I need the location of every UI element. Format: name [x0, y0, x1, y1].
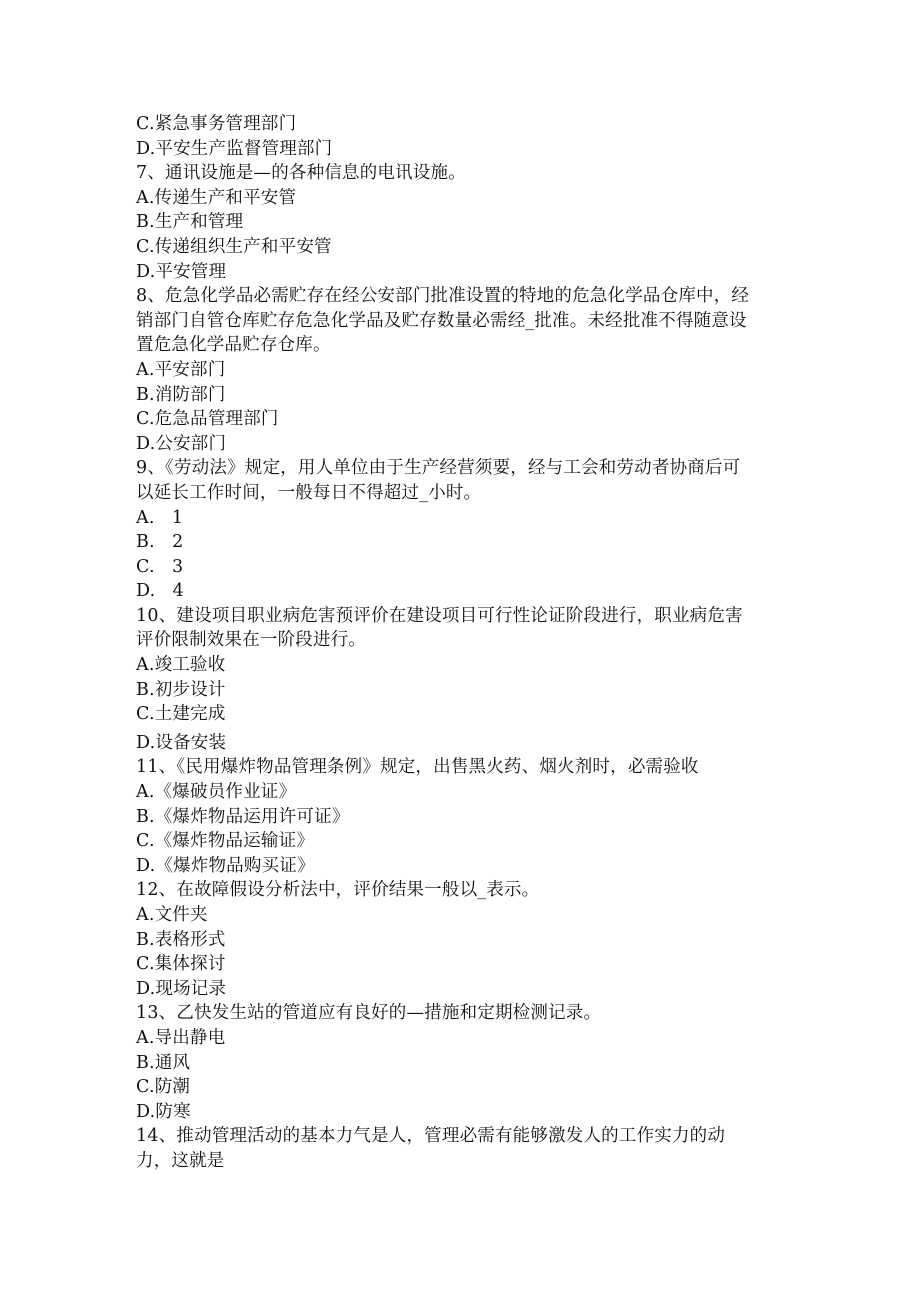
option-line: D.防寒	[136, 1101, 191, 1122]
option-line: B.初步设计	[136, 679, 226, 700]
option-line: C.《爆炸物品运输证》	[136, 831, 315, 852]
option-line: C.集体探讨	[136, 954, 226, 975]
option-line: D.平安生产监督管理部门	[136, 138, 333, 159]
question-14-cont: 力，这就是	[136, 1150, 225, 1171]
option-line: C.紧急事务管理部门	[136, 114, 297, 134]
option-line: B.通风	[136, 1052, 191, 1073]
question-11: 11、《民用爆炸物品管理条例》规定，出售黑火药、烟火剂时，必需验收	[136, 757, 699, 778]
option-line: C.危急品管理部门	[136, 409, 279, 430]
option-line: A.文件夹	[136, 905, 208, 925]
option-line: A.传递生产和平安管	[136, 187, 297, 208]
option-line: B. 2	[136, 532, 184, 553]
question-12: 12、在故障假设分析法中，评价结果一般以_表示。	[136, 880, 540, 901]
option-line: C. 3	[136, 556, 184, 577]
option-line: D.《爆炸物品购买证》	[136, 855, 315, 876]
question-7: 7、通讯设施是—的各种信息的电讯设施。	[136, 163, 466, 184]
option-line: C.传递组织生产和平安管	[136, 236, 332, 257]
question-8-cont: 销部门自管仓库贮存危急化学品及贮存数量必需经_批准。未经批准不得随意设	[136, 310, 747, 331]
question-8-cont: 置危急化学品贮存仓库。	[136, 335, 331, 356]
question-8: 8、危急化学品必需贮存在经公安部门批准设置的特地的危急化学品仓库中，经	[136, 286, 750, 307]
option-line: B.生产和管理	[136, 212, 244, 233]
question-13: 13、乙快发生站的管道应有良好的—措施和定期检测记录。	[136, 1003, 602, 1024]
option-line: A.《爆破员作业证》	[136, 782, 297, 803]
option-line: C.防潮	[136, 1077, 191, 1098]
option-line: D. 4	[136, 581, 184, 602]
question-9: 9、《劳动法》规定，用人单位由于生产经营须要，经与工会和劳动者协商后可	[136, 458, 741, 479]
question-9-cont: 以延长工作时间，一般每日不得超过_小时。	[136, 482, 482, 503]
document-body	[136, 112, 786, 1174]
option-line: A. 1	[136, 507, 184, 528]
option-line: D.设备安装	[136, 732, 227, 753]
option-line: C.土建完成	[136, 704, 226, 725]
option-line: A.平安部门	[136, 359, 226, 380]
option-line: A.竣工验收	[136, 655, 226, 676]
question-10-cont: 评价限制效果在一阶段进行。	[136, 630, 367, 651]
option-line: A.导出静电	[136, 1027, 226, 1048]
option-line: D.平安管理	[136, 261, 227, 282]
question-14: 14、推动管理活动的基本力气是人，管理必需有能够激发人的工作实力的动	[136, 1126, 726, 1147]
option-line: B.消防部门	[136, 384, 226, 405]
option-line: D.公安部门	[136, 433, 227, 454]
option-line: D.现场记录	[136, 978, 227, 999]
option-line: B.表格形式	[136, 929, 226, 950]
option-line: B.《爆炸物品运用许可证》	[136, 806, 350, 827]
question-10: 10、建设项目职业病危害预评价在建设项目可行性论证阶段进行，职业病危害	[136, 605, 743, 626]
